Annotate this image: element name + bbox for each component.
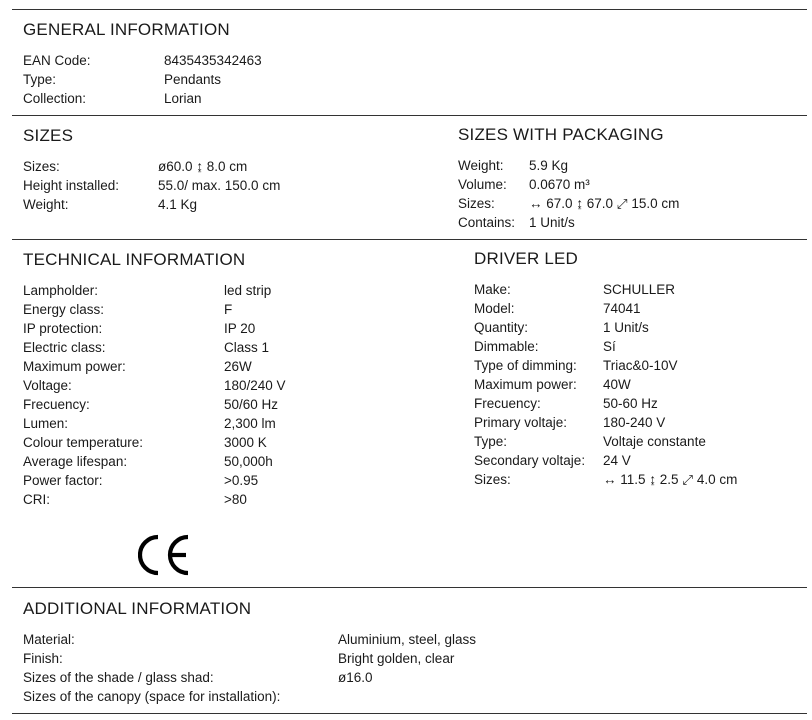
divider: [12, 713, 807, 714]
row-value: >80: [224, 492, 247, 507]
row-value: 5.9 Kg: [529, 158, 569, 173]
row-label: Dimmable:: [474, 339, 539, 354]
row-value: >0.95: [224, 473, 259, 488]
row-value: 2,300 lm: [224, 416, 276, 431]
divider: [12, 9, 807, 10]
row-label: Electric class:: [23, 340, 106, 355]
row-value: Sí: [603, 339, 616, 354]
divider: [12, 115, 807, 116]
row-label: Energy class:: [23, 302, 105, 317]
additional-heading: ADDITIONAL INFORMATION: [23, 599, 252, 618]
row-value: SCHULLER: [603, 282, 676, 297]
row-label: Lumen:: [23, 416, 69, 431]
row-label: Secondary voltaje:: [474, 453, 586, 468]
row-value: Lorian: [164, 91, 202, 106]
row-label: Material:: [23, 632, 75, 647]
row-value: 50-60 Hz: [603, 396, 658, 411]
row-label: Height installed:: [23, 178, 120, 193]
row-label: Type:: [23, 72, 57, 87]
row-label: Frecuency:: [23, 397, 90, 412]
general-info-heading: GENERAL INFORMATION: [23, 20, 230, 39]
row-label: Primary voltaje:: [474, 415, 568, 430]
row-label: Maximum power:: [23, 359, 126, 374]
row-label: Type of dimming:: [474, 358, 577, 373]
row-value: 0.0670 m³: [529, 177, 590, 192]
row-label: Colour temperature:: [23, 435, 144, 450]
row-value: 8435435342463: [164, 53, 262, 68]
technical-heading: TECHNICAL INFORMATION: [23, 250, 246, 269]
packaging-heading: SIZES WITH PACKAGING: [458, 125, 664, 144]
row-value: 180/240 V: [224, 378, 286, 393]
row-label: Sizes of the canopy (space for installation):: [23, 689, 281, 704]
row-label: Power factor:: [23, 473, 103, 488]
row-label: Weight:: [458, 158, 504, 173]
row-value: 26W: [224, 359, 252, 374]
row-value: ↔ 11.5 ↨ 2.5 ⤢ 4.0 cm: [603, 472, 738, 487]
row-label: CRI:: [23, 492, 50, 507]
row-value: 40W: [603, 377, 631, 392]
row-label: EAN Code:: [23, 53, 91, 68]
row-label: Sizes:: [23, 159, 60, 174]
row-value: 1 Unit/s: [603, 320, 649, 335]
row-value: 50/60 Hz: [224, 397, 279, 412]
sizes-heading: SIZES: [23, 126, 74, 145]
row-value: ↔ 67.0 ↨ 67.0 ⤢ 15.0 cm: [529, 196, 680, 211]
row-value: Voltaje constante: [603, 434, 706, 449]
row-label: Frecuency:: [474, 396, 541, 411]
row-label: Maximum power:: [474, 377, 577, 392]
row-label: IP protection:: [23, 321, 103, 336]
row-value: IP 20: [224, 321, 256, 336]
row-label: Type:: [474, 434, 508, 449]
row-label: Finish:: [23, 651, 63, 666]
row-value: Bright golden, clear: [338, 651, 455, 666]
row-label: Volume:: [458, 177, 507, 192]
divider: [12, 239, 807, 240]
row-label: Voltage:: [23, 378, 72, 393]
row-label: Average lifespan:: [23, 454, 128, 469]
row-label: Make:: [474, 282, 511, 297]
driver-heading: DRIVER LED: [474, 249, 579, 268]
row-label: Sizes:: [458, 196, 495, 211]
row-value: Triac&0-10V: [603, 358, 678, 373]
row-value: ø16.0: [338, 670, 373, 685]
row-label: Weight:: [23, 197, 69, 212]
row-value: Pendants: [164, 72, 222, 87]
row-value: Aluminium, steel, glass: [338, 632, 477, 647]
row-value: 1 Unit/s: [529, 215, 575, 230]
ce-mark-icon: [138, 533, 192, 577]
row-value: Class 1: [224, 340, 270, 355]
row-value: 180-240 V: [603, 415, 666, 430]
row-value: ø60.0 ↨ 8.0 cm: [158, 159, 248, 174]
row-label: Sizes:: [474, 472, 511, 487]
row-label: Contains:: [458, 215, 516, 230]
row-value: 55.0/ max. 150.0 cm: [158, 178, 281, 193]
row-label: Sizes of the shade / glass shad:: [23, 670, 214, 685]
row-value: 50,000h: [224, 454, 273, 469]
row-value: 4.1 Kg: [158, 197, 198, 212]
row-value: 3000 K: [224, 435, 267, 450]
row-value: F: [224, 302, 233, 317]
row-value: led strip: [224, 283, 272, 298]
row-label: Quantity:: [474, 320, 529, 335]
row-label: Collection:: [23, 91, 87, 106]
row-label: Model:: [474, 301, 515, 316]
row-label: Lampholder:: [23, 283, 99, 298]
divider: [12, 587, 807, 588]
row-value: 24 V: [603, 453, 631, 468]
row-value: 74041: [603, 301, 641, 316]
